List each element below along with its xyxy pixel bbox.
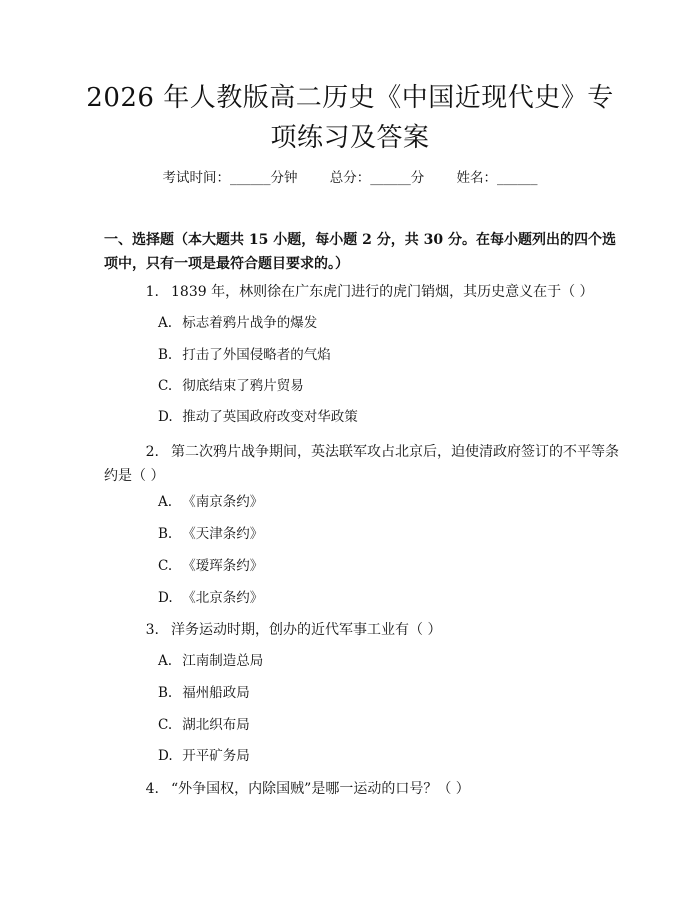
option-text: 推动了英国政府改变对华政策: [182, 409, 358, 425]
option-1d: [158, 407, 358, 427]
option-letter: C.: [158, 717, 173, 733]
option-letter: C.: [158, 378, 173, 394]
option-text: 江南制造总局: [182, 653, 264, 669]
option-1c: [158, 376, 304, 396]
exam-score-field: 总分：______分: [329, 170, 425, 186]
option-2a: [158, 492, 263, 512]
option-2c: [158, 556, 263, 576]
option-letter: D.: [158, 590, 173, 606]
option-letter: A.: [158, 653, 173, 669]
title-line-1: 2026 年人教版高二历史《中国近现代史》专: [86, 83, 614, 113]
option-1a: [158, 313, 317, 333]
option-text: 湖北织布局: [182, 717, 250, 733]
option-3a: [158, 651, 263, 671]
exam-info: [0, 168, 700, 188]
question-stem: “外争国权，内除国贼”是哪一运动的口号？（ ）: [171, 781, 470, 797]
option-text: 《瑷珲条约》: [182, 558, 264, 574]
option-2d: [158, 588, 263, 608]
option-letter: B.: [158, 347, 173, 363]
option-letter: D.: [158, 409, 173, 425]
option-text: 彻底结束了鸦片贸易: [182, 378, 304, 394]
question-1: [104, 280, 624, 304]
section-heading: 一、选择题（本大题共 15 小题，每小题 2 分，共 30 分。在每小题列出的四个选项中，只有一项是最符合题目要求的。）: [104, 232, 616, 272]
option-letter: A.: [158, 315, 173, 331]
option-3d: [158, 746, 250, 766]
option-text: 《北京条约》: [182, 590, 264, 606]
option-text: 福州船政局: [182, 685, 250, 701]
option-1b: [158, 345, 331, 365]
option-text: 《天津条约》: [182, 526, 264, 542]
option-text: 《南京条约》: [182, 494, 264, 510]
question-stem: 洋务运动时期，创办的近代军事工业有（ ）: [171, 622, 442, 638]
title-line-2: 项练习及答案: [270, 123, 430, 153]
option-text: 标志着鸦片战争的爆发: [182, 315, 318, 331]
option-3b: [158, 683, 250, 703]
question-number: 1.: [145, 284, 159, 300]
option-letter: B.: [158, 526, 173, 542]
exam-time-field: 考试时间：______分钟: [162, 170, 298, 186]
question-number: 4.: [145, 781, 159, 797]
question-number: 3.: [145, 622, 159, 638]
option-letter: B.: [158, 685, 173, 701]
option-letter: C.: [158, 558, 173, 574]
question-2: [104, 440, 624, 488]
option-letter: A.: [158, 494, 173, 510]
question-stem: 1839 年，林则徐在广东虎门进行的虎门销烟，其历史意义在于（ ）: [171, 284, 594, 300]
option-text: 开平矿务局: [182, 748, 250, 764]
option-3c: [158, 715, 250, 735]
question-3: [104, 618, 624, 642]
question-4: [104, 777, 624, 801]
option-text: 打击了外国侵略者的气焰: [182, 347, 331, 363]
question-number: 2.: [145, 444, 159, 460]
option-2b: [158, 524, 263, 544]
option-letter: D.: [158, 748, 173, 764]
question-stem: 第二次鸦片战争期间，英法联军攻占北京后，迫使清政府签订的不平等条约是（ ）: [104, 444, 619, 484]
exam-name-field: 姓名：______: [456, 170, 538, 186]
document-title: [80, 78, 620, 158]
